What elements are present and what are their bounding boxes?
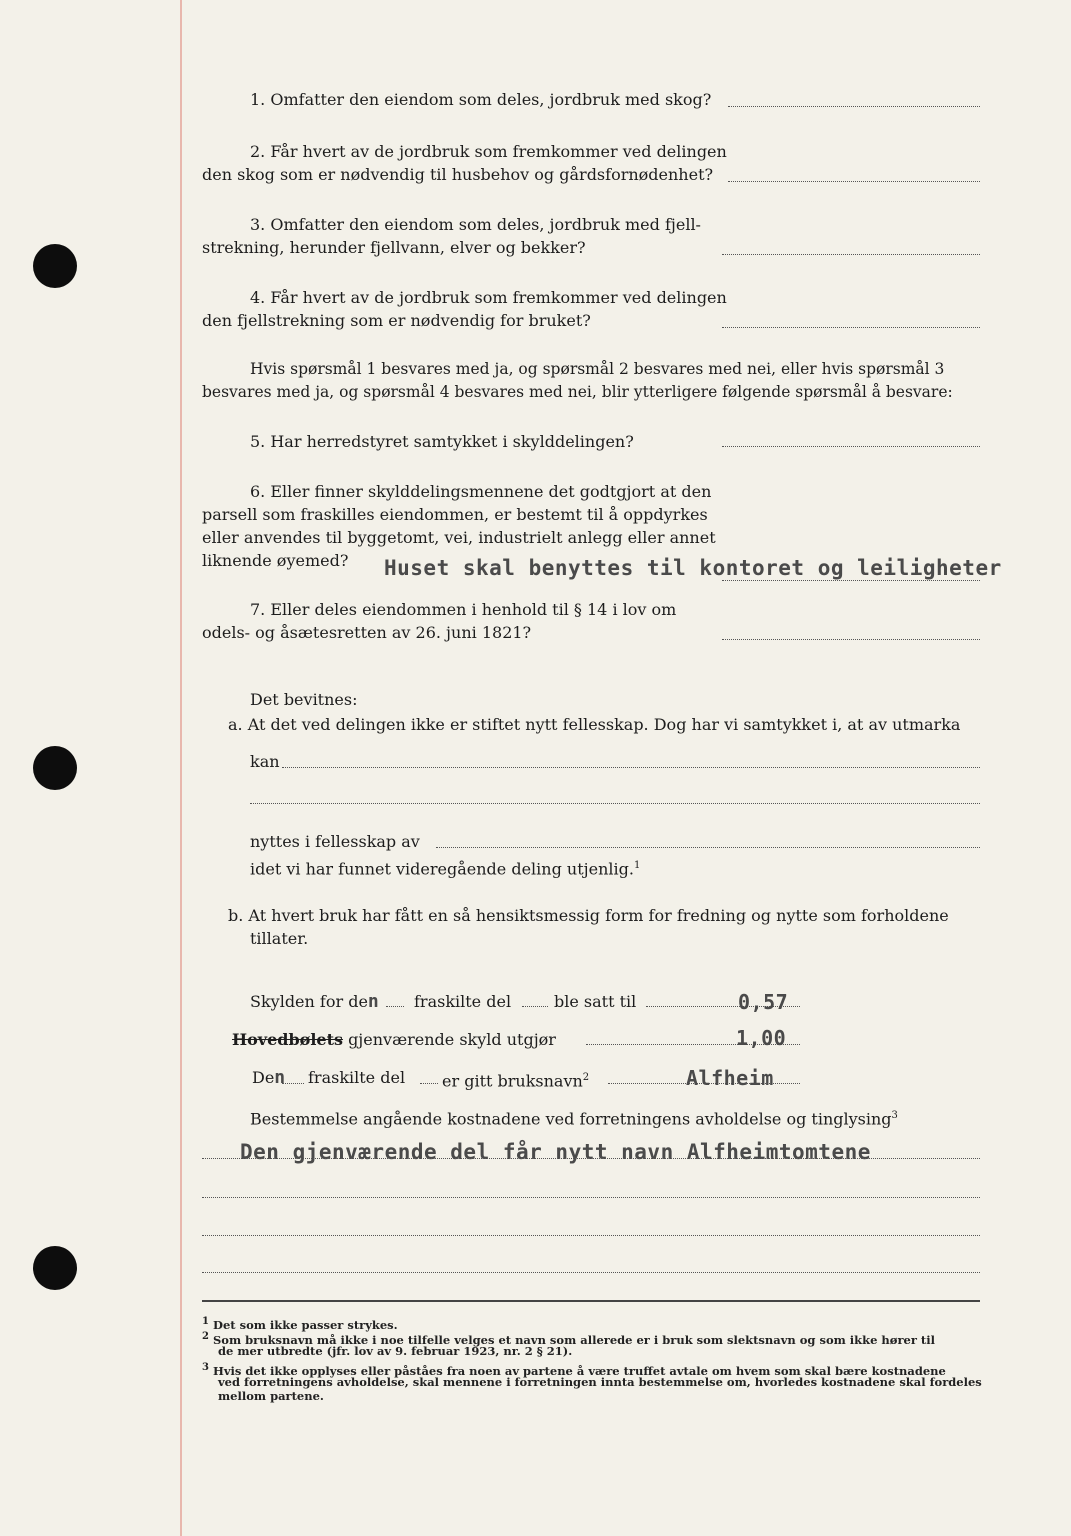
bruksnavn-value: Alfheim	[686, 1066, 774, 1090]
punch-hole	[33, 746, 77, 790]
answer-line-7	[722, 639, 980, 640]
skyld-line-2: Hovedbølets gjenværende skyld utgjør	[232, 1030, 556, 1049]
footnote-2-cont: de mer utbredte (jfr. lov av 9. februar 1923, nr. 2 § 21).	[218, 1344, 573, 1358]
testimony-idet: idet vi har funnet videregående deling utjenlig.$^1$	[250, 859, 641, 879]
kan-line-2	[250, 803, 980, 804]
fill-line	[420, 1083, 438, 1084]
condition-line-2: besvares med ja, og spørsmål 4 besvares med nei, blir ytterligere følgende spørsmål å besvare:	[202, 383, 953, 401]
question-2-line-1: 2. Får hvert av de jordbruk som fremkommer ved delingen	[250, 142, 727, 161]
footnote-3: 3 Hvis det ikke opplyses eller påståes fra noen av partene å være truffet avtale om hvem som skal bære kostnadene	[202, 1362, 946, 1378]
testimony-kan: kan	[250, 752, 280, 771]
footnote-3-cont-1: ved forretningens avholdelse, skal mennene i forretningen innta bestemmelse om, hvorledes kostnadene skal fordeles	[218, 1375, 982, 1389]
footnote-3-cont-2: mellom partene.	[218, 1389, 324, 1403]
fill-line	[282, 1083, 304, 1084]
answer-line-1	[728, 106, 980, 107]
cost-line-3	[202, 1235, 980, 1236]
cost-answer: Den gjenværende del får nytt navn Alfheimtomtene	[240, 1140, 871, 1164]
testimony-b-line-2: tillater.	[250, 929, 309, 948]
condition-line-1: Hvis spørsmål 1 besvares med ja, og spørsmål 2 besvares med nei, eller hvis spørsmål 3	[250, 360, 945, 378]
skyld-satt-label: ble satt til	[554, 992, 637, 1011]
skyld-line-1: Skylden for den	[250, 991, 380, 1012]
fill-line	[386, 1006, 404, 1007]
skyld-fraskilte-label: fraskilte del	[414, 992, 512, 1011]
margin-line	[180, 0, 182, 1536]
question-6-line-4: liknende øyemed?	[202, 551, 349, 570]
testimony-heading: Det bevitnes:	[250, 690, 358, 709]
cost-line-1	[202, 1158, 980, 1159]
skyld-line-3: Den	[252, 1067, 286, 1088]
question-3-line-2: strekning, herunder fjellvann, elver og bekker?	[202, 238, 586, 257]
testimony-a-line-1: a. At det ved delingen ikke er stiftet nytt fellesskap. Dog har vi samtykket i, at av utmarka	[228, 715, 961, 734]
answer-line-3	[722, 254, 980, 255]
skyld-value-1: 0,57	[738, 990, 789, 1014]
question-2-line-2: den skog som er nødvendig til husbehov og gårdsfornødenhet?	[202, 165, 714, 184]
footnote-rule	[202, 1300, 980, 1302]
testimony-nyttes: nyttes i fellesskap av	[250, 832, 420, 851]
answer-line-6	[722, 580, 980, 581]
question-5: 5. Har herredstyret samtykket i skylddelingen?	[250, 432, 634, 451]
cost-label: Bestemmelse angående kostnadene ved forretningens avholdelse og tinglysing$^3$	[250, 1109, 898, 1129]
testimony-b-line-1: b. At hvert bruk har fått en så hensiktsmessig form for fredning og nytte som forholdene	[228, 906, 949, 925]
kan-line	[282, 767, 980, 768]
skyld-value-2: 1,00	[736, 1026, 787, 1050]
question-4-line-1: 4. Får hvert av de jordbruk som fremkommer ved delingen	[250, 288, 727, 307]
skyld-fraskilte-label-2: fraskilte del	[308, 1068, 406, 1087]
nyttes-line	[436, 847, 980, 848]
answer-line-4	[722, 327, 980, 328]
footnote-2: 2 Som bruksnavn må ikke i noe tilfelle velges et navn som allerede er i bruk som slektsnavn og som ikke hører til	[202, 1331, 935, 1347]
question-7-line-2: odels- og åsætesretten av 26. juni 1821?	[202, 623, 532, 642]
footnote-1: 1 Det som ikke passer strykes.	[202, 1316, 398, 1332]
question-7-line-1: 7. Eller deles eiendommen i henhold til § 14 i lov om	[250, 600, 677, 619]
cost-line-4	[202, 1272, 980, 1273]
question-6-line-1: 6. Eller finner skylddelingsmennene det godtgjort at den	[250, 482, 712, 501]
punch-hole	[33, 244, 77, 288]
question-3-line-1: 3. Omfatter den eiendom som deles, jordbruk med fjell-	[250, 215, 701, 234]
bruksnavn-label: er gitt bruksnavn$^2$	[442, 1071, 590, 1091]
fill-line	[522, 1006, 548, 1007]
punch-hole	[33, 1246, 77, 1290]
question-6-line-2: parsell som fraskilles eiendommen, er bestemt til å oppdyrkes	[202, 505, 708, 524]
question-6-answer: Huset skal benyttes til kontoret og leiligheter	[384, 556, 1002, 580]
answer-line-2	[728, 181, 980, 182]
question-1: 1. Omfatter den eiendom som deles, jordbruk med skog?	[250, 90, 712, 109]
cost-line-2	[202, 1197, 980, 1198]
question-6-line-3: eller anvendes til byggetomt, vei, industrielt anlegg eller annet	[202, 528, 716, 547]
answer-line-5	[722, 446, 980, 447]
question-4-line-2: den fjellstrekning som er nødvendig for bruket?	[202, 311, 591, 330]
